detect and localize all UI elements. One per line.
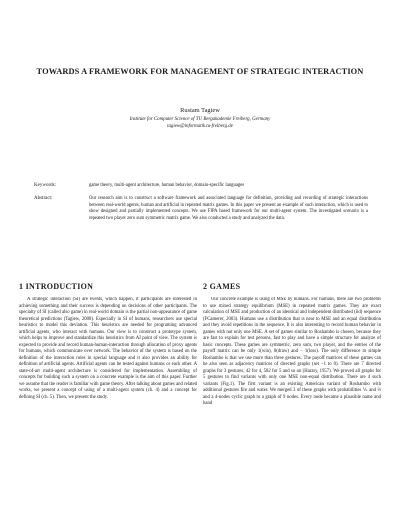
abstract-label: Abstract:: [34, 196, 53, 201]
section-heading-introduction: 1 INTRODUCTION: [19, 282, 94, 291]
section-body-games: Our concrete example is using of MSE by humans. For humans, there are two problems to use mixed strategy equilibrium (MSE) in repeated matrix games. They are exact calculation of MSE and production of an identical and independent distributed (iid) sequence (FCamerer, 2003). Humans use a distribution that is near to MSE and an equal distribution and they avoid repetitions in the sequence. It is also interesting to record human behavior in games with not only one MSE. A set of games similar to Roshambo is chosen, because they are fast to explain for test persons, fast to play and have a simple structure for analyze of basic concepts. These games are symmetric, zero sum, two player, and the entries of the payoff matrix can be only 1(win), 0(draw) and − 1(loss). The only difference to simple Roshambo is that we use more than three gestures. The payoff matrices of these games can be also seen as adjacency matrices of directed graphs (set −1 to 0). There are 7 directed graphs for 3 gestures, 42 for 4, 582 for 5 and so on (Harary, 1957). We proved all graphs for 5 gestures to find variants with only one MSE non-equal distribution. There are 4 such variants (Fig.1). The first variant is an existing American variant of Roshambo with additional gestures fire and water. We merged 3 of these graphs with probabilities ⅑ and ⅓ and a 4-nodes cyclic graph to a graph of 9 nodes. Every node became a plausible name and hand: [203, 297, 381, 406]
author-name: Rustam Tagiew: [180, 107, 220, 114]
keywords-label: Keywords:: [34, 183, 56, 188]
section-heading-games: 2 GAMES: [203, 282, 241, 291]
section-body-introduction: A strategic interaction (SI) are events, which happen, if participants are interested in achieving something and their success is depending on decisions of other participants. The specialty of SI (called also game) in real-world domain is the partial non-appearance of game theoretical predictions (Tagiew, 2008). Especially in SI of humans, researchers use special heuristics to model this deviation. This heuristics are needed for programing advanced artificial agents, who interact with humans. Our view is to construct a prototype system, which helps to improve and standardize this heuristics from AI point of view. The system is expected to provide and record human-human-interaction through allocation of proxy agents for humans, which communicate over network. The behavior of the system is based on the definition of the interaction rules in special language and it also provides an ability for definition of artificial agents. Artificial agents can be tested against humans or each other. A state-of-art multi-agent architecture is considered for implementation. Assembling of concepts for building such a system on a concrete example is the aim of this paper. Further we assume that the reader is familiar with game theory. After talking about games and related works, we present a concept of using of a multi-agent system (ch. 4) and a concept for defining SI (ch. 5). Then, we present the study.: [19, 297, 197, 400]
author-email: tagiew@informatik.tu-freiberg.de: [167, 124, 233, 129]
keywords-text: game theory, multi-agent architecture, human behavior, domain-specific languages: [89, 183, 245, 188]
paper-title: TOWARDS A FRAMEWORK FOR MANAGEMENT OF STRATEGIC INTERACTION: [36, 67, 364, 76]
abstract-text: Our research aim is to construct a software framework and associated language for definition, providing and recording of strategic interactions between real-world agents, human and artificial in repeated matrix games. In this paper we present an example of such interaction, which is used to show designed and partially implemented concepts. We use FIPA based framework for our multi-agent system. The investigated scenario is a repeated two player zero sum symmetric matrix game. We also conducted a study and analyzed the data.: [89, 196, 368, 221]
author-affiliation: Institute for Computer Science of TU Bergakademie Freiberg, Germany: [129, 117, 271, 122]
